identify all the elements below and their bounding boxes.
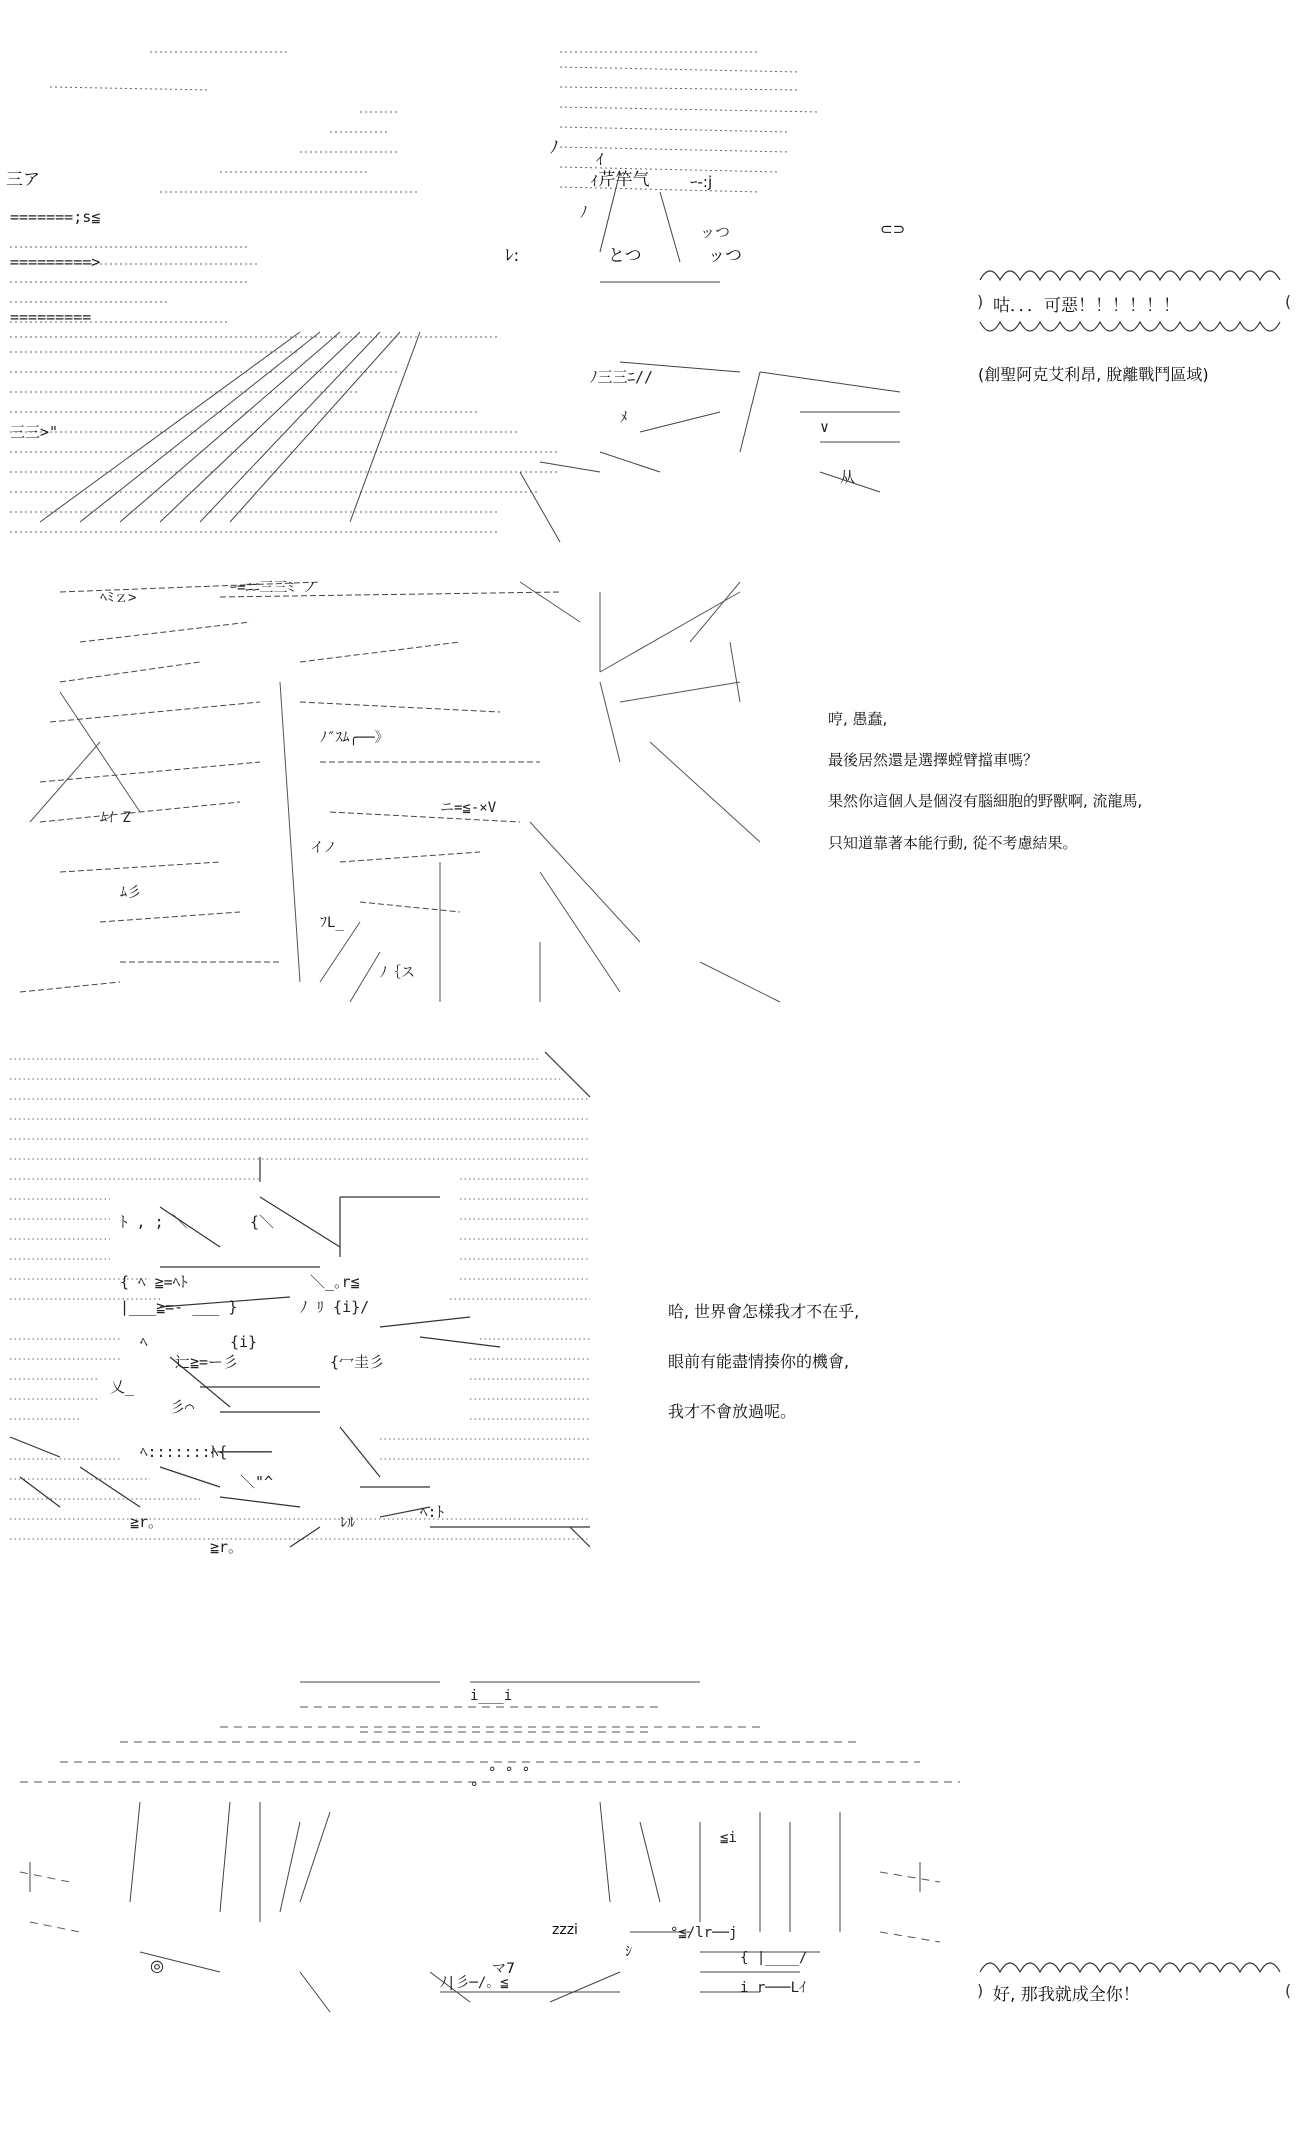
svg-text:i___i: i___i [470, 1688, 513, 1704]
svg-text:(: ( [1285, 292, 1292, 311]
panel-1 [0, 0, 1300, 520]
ascii-art-robot-fleeing [0, 0, 950, 520]
svg-text:): ) [977, 292, 984, 311]
dialogue-line-7: 我才不會放過呢。 [668, 1402, 797, 1421]
svg-text:∨: ∨ [820, 418, 830, 436]
svg-text:ッつ: ッつ [700, 223, 731, 241]
svg-text:≧r｡: ≧r｡ [130, 1513, 156, 1531]
svg-text:=======;s≦: =======;s≦ [10, 208, 101, 226]
svg-text:≦i: ≦i [720, 1830, 737, 1846]
art-label-shi: ｼ [625, 1944, 632, 1960]
svg-text:°: ° [470, 1780, 479, 1796]
panel-3 [0, 1015, 1300, 1625]
speech-bubble-2 [975, 1952, 1295, 2005]
svg-text:ﾉ三三ﾆ//: ﾉ三三ﾆ// [590, 368, 654, 386]
dialogue-line-1: 哼, 愚蠢, [828, 710, 888, 728]
svg-text:乂_: 乂_ [110, 1378, 135, 1396]
svg-text:ﾄ , ; ＼: ﾄ , ; ＼ [120, 1213, 188, 1231]
speech-bubble-1 [975, 260, 1295, 350]
ascii-art-robot-charge [0, 1640, 970, 2000]
svg-text:=========: ========= [10, 308, 92, 326]
svg-text:＼_｡r≦: ＼_｡r≦ [310, 1273, 360, 1291]
dotted-art-icon [0, 32, 950, 552]
art-label-re: ﾚ: [505, 246, 520, 266]
line-art-icon [0, 562, 800, 1032]
svg-text:ﾉ｛ス: ﾉ｛ス [380, 965, 415, 981]
ascii-art-villain-face [0, 530, 800, 1000]
svg-text:ﾉ: ﾉ [580, 203, 588, 221]
art-label-ttsu: ッつ [708, 246, 742, 266]
svg-text:°≦/lr──j: °≦/lr──j [670, 1925, 738, 1941]
svg-text:ﾍﾐｚ>: ﾍﾐｚ> [100, 590, 137, 606]
svg-text:{ ﾍ ≧=ﾍﾄ: { ﾍ ≧=ﾍﾄ [120, 1273, 188, 1291]
svg-text:ﾉ ﾘ {i}/: ﾉ ﾘ {i}/ [300, 1298, 370, 1316]
svg-text:ﾍ:ﾄ: ﾍ:ﾄ [420, 1503, 445, 1521]
art-label-sana: 三ア [6, 170, 40, 190]
speech-text-1: 咕．．．可惡！！！！！！ [993, 296, 1180, 316]
dialogue-line-2: 最後居然還是選擇螳臂擋車嗎？ [828, 751, 1039, 769]
art-label-cc: ⊂⊃ [880, 220, 906, 238]
svg-text:ﾉ″ｽﾑ╭──》: ﾉ″ｽﾑ╭──》 [320, 730, 389, 746]
svg-text:イノ: イノ [310, 840, 338, 856]
speech-text-2: 好, 那我就成全你！ [993, 1985, 1140, 2005]
svg-text:＼"^: ＼"^ [240, 1473, 274, 1491]
svg-text:ﾍ:::::::ﾍ{: ﾍ:::::::ﾍ{ [140, 1443, 228, 1461]
art-label-ma7: マ7 [492, 1961, 515, 1977]
dotted-face-icon [0, 1047, 610, 1657]
svg-text:{i}: {i} [230, 1333, 258, 1351]
svg-text:≧r｡: ≧r｡ [210, 1538, 236, 1556]
svg-text:从: 从 [840, 468, 856, 486]
svg-text:(: ( [1285, 1981, 1292, 2000]
art-label-kanji: ｨ芹竿气 [590, 170, 650, 190]
svg-text:辷≧=ー彡: 辷≧=ー彡 [175, 1353, 239, 1371]
svg-text:ﾌL_: ﾌL_ [320, 915, 344, 931]
svg-text:° ° °: ° ° ° [488, 1765, 531, 1781]
svg-text:ﾑｲ Z: ﾑｲ Z [100, 810, 131, 826]
svg-text:彡⌒: 彡⌒ [170, 1398, 195, 1416]
svg-text:ﾒ: ﾒ [620, 408, 628, 426]
svg-text:{冖圭彡: {冖圭彡 [330, 1353, 385, 1371]
svg-text:=========>: =========> [10, 253, 101, 271]
dialogue-line-3: 果然你這個人是個沒有腦細胞的野獸啊, 流龍馬, [828, 792, 1143, 810]
svg-text:ﾚﾙ: ﾚﾙ [340, 1513, 356, 1531]
svg-text:ﾍ: ﾍ [140, 1333, 148, 1351]
svg-text:ﾉ|彡─/。≦: ﾉ|彡─/。≦ [440, 1975, 509, 1991]
art-label-zzzi: zzzi [552, 1922, 578, 1938]
svg-text:ﾑ彡: ﾑ彡 [120, 885, 141, 901]
panel-4 [0, 1640, 1300, 2005]
svg-text:|___≧=- ___ }: |___≧=- ___ } [120, 1298, 238, 1316]
art-label-j: ｰ-:j [690, 173, 713, 191]
dialogue-line-5: 哈, 世界會怎樣我才不在乎, [668, 1302, 860, 1321]
caption-leaving-battle: (創聖阿克艾利昂, 脫離戰鬥區域) [978, 365, 1209, 384]
dialogue-line-6: 眼前有能盡情揍你的機會, [668, 1352, 850, 1371]
art-label-no: ﾉ [550, 138, 559, 158]
svg-text:): ) [977, 1981, 984, 2000]
art-label-totsu: とつ [608, 246, 642, 266]
svg-text:ﾄ──────: ﾄ────── [210, 1443, 272, 1461]
svg-text:{＼: {＼ [250, 1213, 275, 1231]
svg-text:ｰ=ﾆﾆ三三ﾐ ノ: ｰ=ﾆﾆ三三ﾐ ノ [230, 580, 317, 596]
robot-art-icon [0, 1672, 970, 2032]
art-label-target: ◎ [150, 1956, 164, 1975]
art-label-i: ｲ [596, 150, 604, 168]
svg-text:ニ=≦-×V: ニ=≦-×V [440, 800, 497, 816]
ascii-art-ryoma-face [0, 1015, 610, 1625]
svg-text:三三>": 三三>" [10, 423, 59, 441]
svg-text:{ |____/: { |____/ [740, 1950, 808, 1966]
svg-text:i r───Lｲ: i r───Lｲ [740, 1980, 807, 1996]
panel-2 [0, 530, 1300, 1000]
dialogue-line-4: 只知道靠著本能行動, 從不考慮結果。 [828, 834, 1078, 852]
